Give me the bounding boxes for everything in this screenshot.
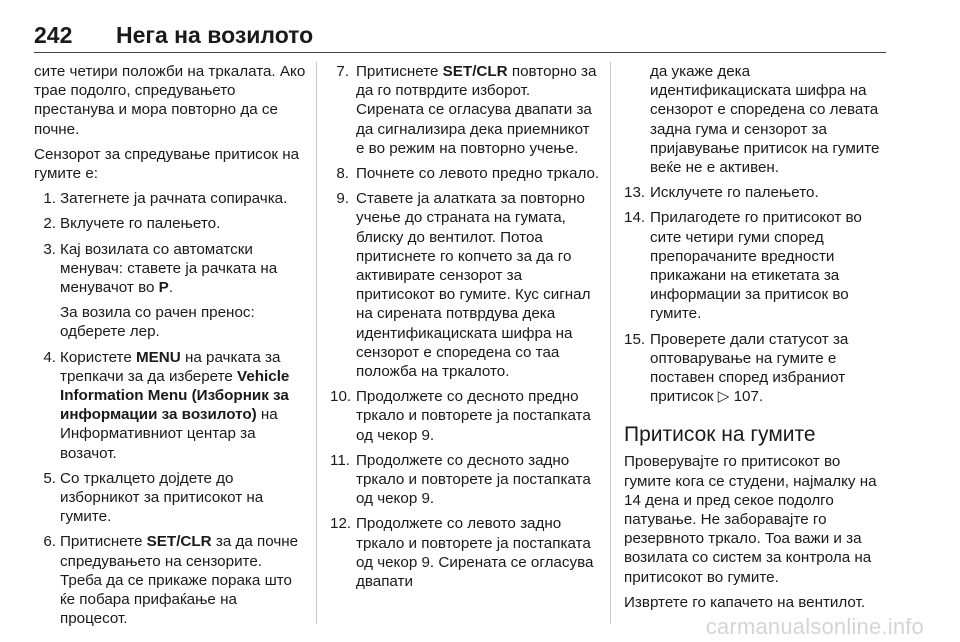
step-number: 14. (624, 209, 646, 227)
column-1 (34, 62, 306, 634)
step-number: 10. (330, 388, 352, 406)
step-number: 7. (336, 63, 349, 80)
running-title: Нега на возилото (116, 22, 314, 48)
step-text: Со тркалцето дојдете до изборникот за притисокот на гумите. (60, 469, 264, 526)
step-text: Прилагодете го притисокот во сите четири гуми според препорачаните вредности прикажани на етикетата за информации за притисок во гумите. (650, 209, 862, 323)
step-number: 13. (624, 184, 646, 202)
paragraph: сите четири положби на тркалата. Ако трае подолго, спредувањето престанува и мора повторно да се почне. (34, 63, 306, 138)
step-6: 6. Притиснете SET/CLR за да почне спредувањето на сензорите. Треба да се прикаже порака што ќе побара прифаќање на процесот. (34, 532, 306, 628)
step-number: 8. (336, 165, 349, 183)
steps-list (330, 62, 600, 591)
header-divider (34, 52, 886, 53)
vehicle-info-menu-label: Vehicle Information Menu (Изборник за информации за возилото) (60, 367, 290, 424)
step-1 (34, 189, 306, 208)
step-text: Затегнете ја рачната сопирачка. (60, 190, 288, 208)
step-3: 3. Кај возилата со автоматски менувач: ставете ја рачката на менувачот во P. За возила со рачен пренос: одберете лер. (34, 240, 306, 342)
step-text: Исклучете го палењето. (650, 184, 819, 202)
step-subtext: За возила со рачен пренос: одберете лер. (60, 304, 255, 341)
step-10 (330, 387, 600, 445)
page-header (34, 22, 886, 52)
step-number: 4. (43, 348, 56, 366)
step-text: Почнете со левото предно тркало. (356, 165, 600, 183)
column-3 (624, 62, 886, 618)
step-text: Продолжете со десното задно тркало и повторете ја постапката од чекор 9. (356, 451, 591, 508)
step-text: Проверете дали статусот за оптоварување на гумите е поставен според избраниот притисок (650, 330, 849, 406)
step-14 (624, 208, 886, 323)
step-15: 15. Проверете дали статусот за оптоварување на гумите е поставен според избраниот притисок ▷ 107. (624, 330, 849, 406)
step-12-continuation: да укаже дека идентификациската шифра на сензорот е споредена со левата задна гума и сензорот за пријавување притисок на гумите веќе не е активен. (650, 63, 880, 177)
set-clr-button-label: SET/CLR (442, 63, 508, 80)
step-text: Кај возилата со автоматски менувач: ставете ја рачката на менувачот во (60, 240, 278, 297)
step-text: Вклучете го палењето. (60, 215, 221, 233)
step-text: Продолжете со левото задно тркало и повторете ја постапката од чекор 9. Сирената се огласува двапати (356, 515, 594, 591)
step-8 (330, 164, 600, 183)
step-number: 6. (43, 533, 56, 551)
column-divider-2 (610, 62, 611, 624)
step-number: 1. (43, 190, 56, 208)
arrow-right-icon: ▷ (717, 388, 730, 406)
step-text: Ставете ја алатката за повторно учење до страната на гумата, блиску до вентилот. Потоа притиснете го копчето за да го активирате сензорот за притисокот во гумите. Кус сигнал на сирената потврдува дека идентификациската шифра на сензорот е споредена со таа положба на тркалото. (356, 190, 591, 381)
step-text: Продолжете со десното предно тркало и повторете ја постапката од чекор 9. (356, 388, 591, 444)
steps-list (34, 189, 306, 628)
paragraph: Сензорот за спредување притисок на гумите е: (34, 145, 300, 183)
section-title: Притисок на гумите (624, 423, 816, 447)
watermark: carmanualsonline.info (705, 614, 924, 639)
step-number: 11. (330, 451, 350, 469)
column-2 (330, 62, 600, 597)
step-number: 3. (43, 240, 56, 258)
page-reference-number: 107 (733, 388, 759, 406)
step-number: 2. (43, 215, 56, 233)
paragraph: Проверувајте го притисокот во гумите кога се студени, најмалку на 14 дена и пред секое подолго патување. Не заборавајте го резервното тркало. Тоа важи и за возилата со систем за контрола на притисокот во гумите. (624, 453, 877, 586)
step-4: 4. Користете MENU на рачката за трепкачи за да изберете Vehicle Information Menu (Изборник за информации за возилото) на Информативниот центар за возачот. (34, 348, 306, 463)
step-13 (624, 183, 886, 202)
step-7: 7. Притиснете SET/CLR повторно за да го потврдите изборот. Сирената се огласува двапати за да сигнализира дека приемникот е во режим на повторно учење. (330, 62, 600, 158)
steps-list (624, 183, 886, 406)
set-clr-button-label: SET/CLR (146, 533, 212, 551)
step-9 (330, 189, 600, 381)
gear-position-p: P (158, 279, 169, 297)
menu-button-label: MENU (136, 348, 181, 366)
step-2 (34, 214, 306, 233)
page-number: 242 (34, 22, 73, 48)
step-11 (330, 451, 600, 509)
page-reference-link[interactable] (718, 388, 759, 405)
step-number: 12. (330, 515, 352, 533)
step-number: 5. (43, 469, 56, 487)
step-number: 9. (336, 190, 349, 208)
step-12 (330, 514, 600, 591)
step-number: 15. (624, 330, 646, 348)
paragraph: Извртете го капачето на вентилот. (624, 593, 866, 611)
column-divider-1 (316, 62, 317, 624)
step-5 (34, 469, 306, 527)
